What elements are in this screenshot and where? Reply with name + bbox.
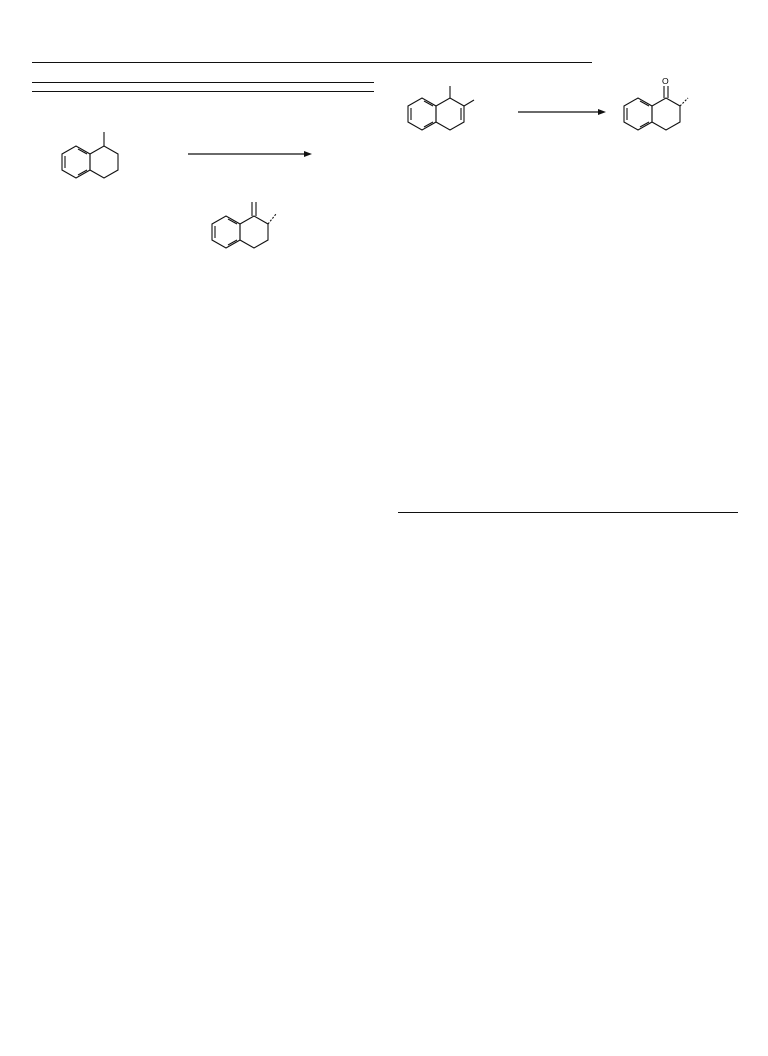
substrate-structure <box>408 86 474 130</box>
th-entry <box>32 83 60 92</box>
product-oxygen: O <box>662 76 669 86</box>
th-conditions <box>202 83 260 92</box>
th-catalyst <box>60 83 202 92</box>
right-column <box>398 76 738 519</box>
arrow-head <box>598 109 606 115</box>
header-rule <box>32 62 592 63</box>
substrate-structure <box>62 132 118 178</box>
left-column <box>32 76 374 304</box>
table-header-row <box>32 83 374 92</box>
th-ee <box>302 83 374 92</box>
product-structure <box>212 202 276 248</box>
scheme4 <box>398 76 738 472</box>
product-structure <box>624 86 688 130</box>
right-body <box>398 512 738 513</box>
scheme3 <box>32 106 374 304</box>
arrow-head <box>304 151 312 157</box>
table1 <box>32 82 374 92</box>
references-rule <box>398 512 738 513</box>
scheme4-drawing <box>398 76 738 472</box>
th-yield <box>260 83 302 92</box>
scheme3-drawing <box>32 106 374 304</box>
